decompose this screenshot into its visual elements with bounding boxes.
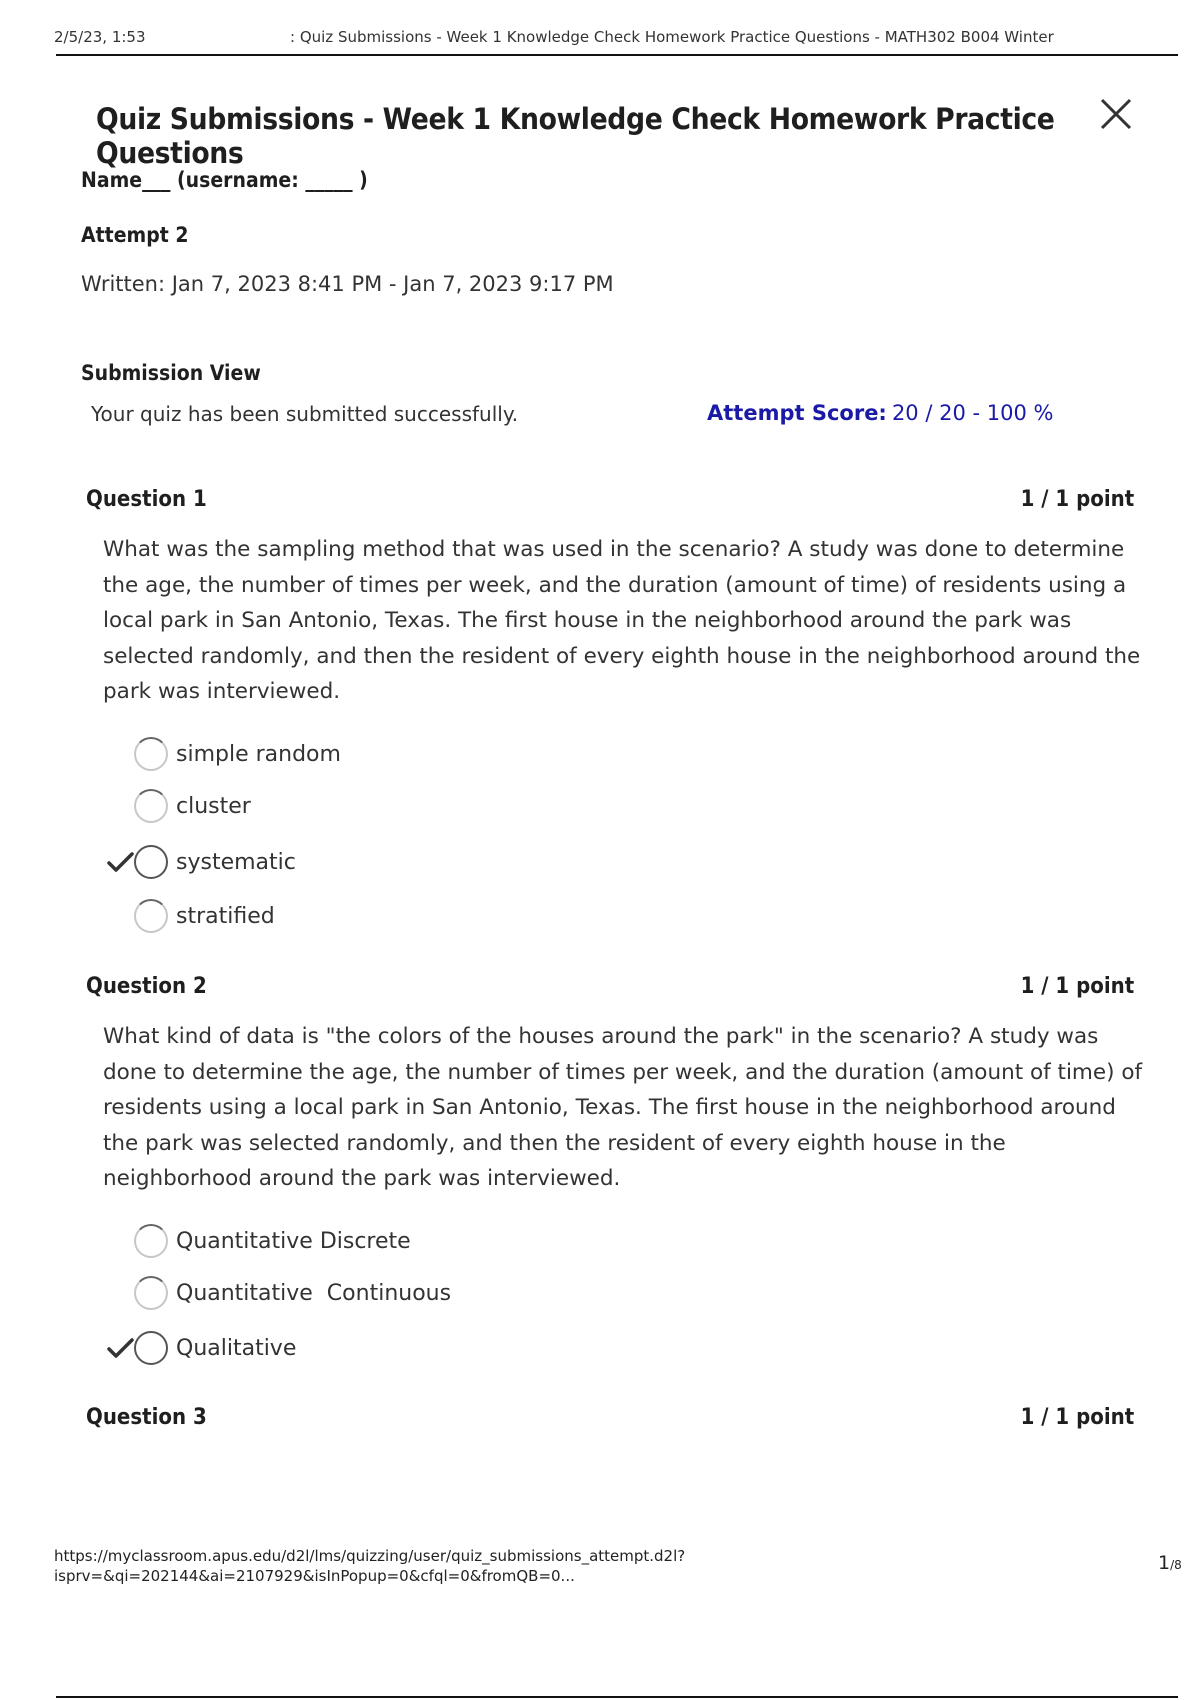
radio-icon[interactable] [134, 1276, 168, 1310]
footer-url[interactable] [54, 1546, 754, 1586]
option-label: Quantitative Discrete [176, 1228, 411, 1254]
question-1-heading: Question 1 [86, 487, 207, 512]
question-2-points: 1 / 1 point [1020, 974, 1134, 999]
close-button[interactable] [1096, 94, 1136, 134]
footer-url-line-1: https://myclassroom.apus.edu/d2l/lms/quizzing/user/quiz_submissions_attempt.d2l? [54, 1547, 686, 1565]
footer-divider [56, 1696, 1178, 1698]
print-date: 2/5/23, 1:53 [54, 28, 146, 46]
radio-icon[interactable] [134, 789, 168, 823]
attempt-score [707, 401, 1053, 425]
q1-option-stratified[interactable] [104, 896, 275, 936]
attempt-score-value: 20 / 20 - 100 % [891, 401, 1054, 425]
quiz-title: Quiz Submissions - Week 1 Knowledge Check Homework Practice Questions [96, 102, 1055, 170]
option-label: systematic [176, 849, 296, 875]
checkmark-icon [106, 1334, 134, 1362]
submission-view-heading: Submission View [81, 361, 261, 385]
q1-option-cluster[interactable] [104, 786, 251, 826]
radio-icon[interactable] [134, 737, 168, 771]
q2-option-qualitative[interactable] [104, 1328, 296, 1368]
question-3-points: 1 / 1 point [1020, 1405, 1134, 1430]
attempt-label: Attempt 2 [81, 223, 189, 247]
option-label: cluster [176, 793, 251, 819]
option-label: Qualitative [176, 1335, 297, 1361]
radio-icon[interactable] [134, 1224, 168, 1258]
q1-option-simple-random[interactable] [104, 734, 341, 774]
option-label: Quantitative Continuous [176, 1280, 452, 1306]
footer-url-line-2: isprv=&qi=202144&ai=2107929&isInPopup=0&cfql=0&fromQB=0... [54, 1567, 575, 1585]
radio-icon[interactable] [134, 1331, 168, 1365]
written-time: Written: Jan 7, 2023 8:41 PM - Jan 7, 2023 9:17 PM [81, 272, 614, 296]
attempt-score-label: Attempt Score: [707, 401, 887, 425]
radio-icon[interactable] [134, 899, 168, 933]
checkmark-icon [106, 848, 134, 876]
header-divider [56, 54, 1178, 56]
question-2-heading: Question 2 [86, 974, 207, 999]
close-icon [1096, 94, 1136, 134]
submitted-message: Your quiz has been submitted successfully. [91, 402, 519, 426]
print-page-title: : Quiz Submissions - Week 1 Knowledge Check Homework Practice Questions - MATH302 B004 Winter [290, 28, 1054, 46]
question-1-text: What was the sampling method that was used in the scenario? A study was done to determine the age, the number of times per week, and the duration (amount of time) of residents using a local park in San Antonio, Texas. The first house in the neighborhood around the park was selected randomly, and then the resident of every eighth house in the neighborhood around the park was interviewed. [103, 537, 1141, 704]
q2-option-quantitative-continuous[interactable] [104, 1273, 451, 1313]
option-label: stratified [176, 903, 275, 929]
question-1-points: 1 / 1 point [1020, 487, 1134, 512]
page-number: 1/8 [1158, 1552, 1182, 1574]
radio-icon[interactable] [134, 845, 168, 879]
question-3-heading: Question 3 [86, 1405, 207, 1430]
name-line: Name___ (username: _____ ) [81, 168, 368, 192]
question-2-text: What kind of data is "the colors of the houses around the park" in the scenario? A study was done to determine the age, the number of times per week, and the duration (amount of time) of residents using a local park in San Antonio, Texas. The first house in the neighborhood around the park was selected randomly, and then the resident of every eighth house in the neighborhood around the park was interviewed. [103, 1024, 1143, 1191]
option-label: simple random [176, 741, 341, 767]
q2-option-quantitative-discrete[interactable] [104, 1221, 411, 1261]
q1-option-systematic[interactable] [104, 842, 296, 882]
